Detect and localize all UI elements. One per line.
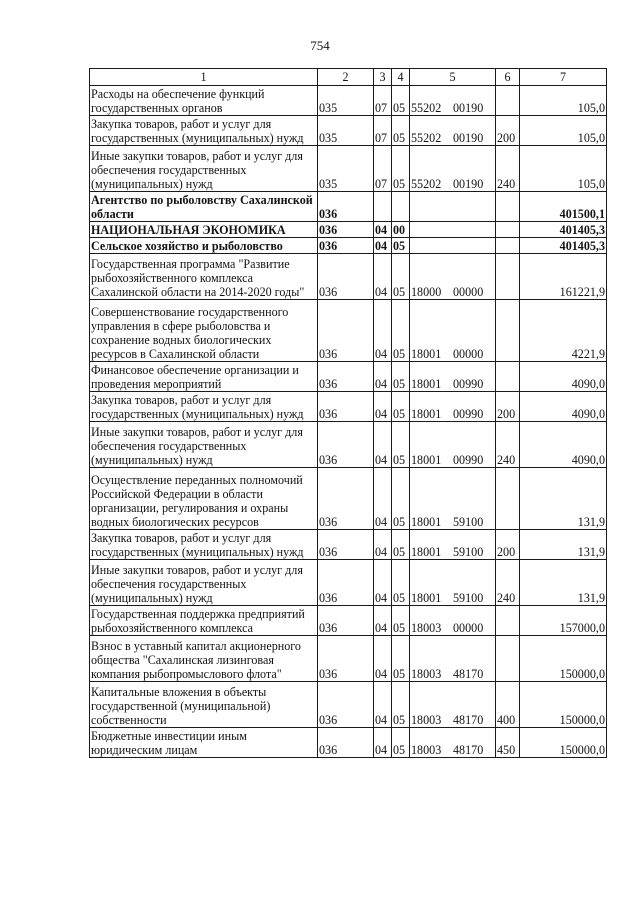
direction-code: 00990 [453,377,484,391]
table-row [90,422,607,468]
row-name: Закупка товаров, работ и услуг для государственных (муниципальных) нужд [90,116,318,146]
subsection-code: 05 [392,116,410,146]
table-row [90,606,607,636]
ministry-code: 036 [318,362,374,392]
section-code: 04 [374,560,392,606]
ministry-code: 036 [318,422,374,468]
direction-code: 00190 [453,131,484,145]
table-row [90,116,607,146]
ministry-code: 036 [318,636,374,682]
amount: 131,9 [520,560,607,606]
subsection-code: 05 [392,86,410,116]
program-code: 18001 [411,453,442,467]
table-row [90,392,607,422]
ministry-code: 036 [318,192,374,222]
table-row [90,238,607,254]
expense-type-code [496,192,520,222]
table-row [90,468,607,530]
subsection-code: 00 [392,222,410,238]
ministry-code: 036 [318,682,374,728]
expense-type-code: 200 [496,116,520,146]
amount: 105,0 [520,116,607,146]
column-header: 5 [410,69,496,86]
amount: 401405,3 [520,238,607,254]
ministry-code: 036 [318,238,374,254]
program-code: 18000 [411,285,442,299]
program-code: 55202 [411,177,442,191]
section-code: 04 [374,238,392,254]
ministry-code: 036 [318,300,374,362]
row-name: Финансовое обеспечение организации и проведения мероприятий [90,362,318,392]
subsection-code: 05 [392,254,410,300]
row-name: Государственная поддержка предприятий рыбохозяйственного комплекса [90,606,318,636]
target-article [410,192,496,222]
table-body [90,86,607,758]
expense-type-code [496,300,520,362]
direction-code: 59100 [453,515,484,529]
section-code: 04 [374,530,392,560]
section-code: 04 [374,362,392,392]
target-article [410,300,496,362]
amount: 4090,0 [520,362,607,392]
section-code: 04 [374,606,392,636]
program-code: 18003 [411,621,442,635]
row-name: Сельское хозяйство и рыболовство [90,238,318,254]
row-name: Осуществление переданных полномочий Российской Федерации в области организации, регулирования и охраны водных биологических ресурсов [90,468,318,530]
section-code: 07 [374,146,392,192]
column-header: 1 [90,69,318,86]
subsection-code: 05 [392,682,410,728]
target-article [410,86,496,116]
subsection-code: 05 [392,728,410,758]
section-code: 04 [374,636,392,682]
column-header: 3 [374,69,392,86]
row-name: Закупка товаров, работ и услуг для государственных (муниципальных) нужд [90,530,318,560]
target-article [410,392,496,422]
table-row [90,560,607,606]
amount: 131,9 [520,530,607,560]
budget-table [89,68,607,758]
direction-code: 48170 [453,743,484,757]
table-row [90,636,607,682]
direction-code: 48170 [453,713,484,727]
table-row [90,530,607,560]
program-code: 18001 [411,545,442,559]
amount: 131,9 [520,468,607,530]
program-code: 18001 [411,407,442,421]
subsection-code: 05 [392,392,410,422]
subsection-code: 05 [392,530,410,560]
subsection-code [392,192,410,222]
amount: 105,0 [520,146,607,192]
ministry-code: 035 [318,146,374,192]
target-article [410,560,496,606]
ministry-code: 036 [318,392,374,422]
subsection-code: 05 [392,606,410,636]
table-row [90,362,607,392]
section-code: 04 [374,300,392,362]
target-article [410,636,496,682]
subsection-code: 05 [392,238,410,254]
table-row [90,682,607,728]
table-row [90,146,607,192]
table-row [90,192,607,222]
expense-type-code: 400 [496,682,520,728]
ministry-code: 036 [318,254,374,300]
section-code: 04 [374,392,392,422]
amount: 161221,9 [520,254,607,300]
section-code: 07 [374,116,392,146]
section-code: 07 [374,86,392,116]
direction-code: 00990 [453,407,484,421]
amount: 401500,1 [520,192,607,222]
section-code: 04 [374,728,392,758]
expense-type-code [496,238,520,254]
subsection-code: 05 [392,146,410,192]
header-row [90,69,607,86]
expense-type-code [496,362,520,392]
row-name: НАЦИОНАЛЬНАЯ ЭКОНОМИКА [90,222,318,238]
column-header: 7 [520,69,607,86]
direction-code: 00000 [453,285,484,299]
program-code: 18001 [411,591,442,605]
amount: 150000,0 [520,636,607,682]
ministry-code: 036 [318,560,374,606]
program-code: 18001 [411,515,442,529]
direction-code: 59100 [453,591,484,605]
expense-type-code: 200 [496,530,520,560]
amount: 4090,0 [520,422,607,468]
expense-type-code [496,222,520,238]
target-article [410,254,496,300]
target-article [410,238,496,254]
amount: 150000,0 [520,728,607,758]
program-code: 55202 [411,131,442,145]
subsection-code: 05 [392,300,410,362]
row-name: Иные закупки товаров, работ и услуг для обеспечения государственных (муниципальных) нужд [90,146,318,192]
subsection-code: 05 [392,362,410,392]
target-article [410,222,496,238]
program-code: 18001 [411,347,442,361]
section-code: 04 [374,422,392,468]
row-name: Закупка товаров, работ и услуг для государственных (муниципальных) нужд [90,392,318,422]
table-row [90,300,607,362]
expense-type-code: 240 [496,146,520,192]
program-code: 55202 [411,101,442,115]
target-article [410,116,496,146]
target-article [410,422,496,468]
amount: 157000,0 [520,606,607,636]
section-code: 04 [374,222,392,238]
row-name: Взнос в уставный капитал акционерного общества "Сахалинская лизинговая компания рыбопромыслового флота" [90,636,318,682]
table-row [90,222,607,238]
row-name: Агентство по рыболовству Сахалинской области [90,192,318,222]
ministry-code: 036 [318,468,374,530]
amount: 4221,9 [520,300,607,362]
section-code: 04 [374,254,392,300]
expense-type-code: 200 [496,392,520,422]
direction-code: 59100 [453,545,484,559]
amount: 150000,0 [520,682,607,728]
row-name: Иные закупки товаров, работ и услуг для обеспечения государственных (муниципальных) нужд [90,422,318,468]
target-article [410,728,496,758]
direction-code: 00990 [453,453,484,467]
ministry-code: 035 [318,86,374,116]
target-article [410,606,496,636]
target-article [410,682,496,728]
row-name: Расходы на обеспечение функций государственных органов [90,86,318,116]
ministry-code: 035 [318,116,374,146]
column-header: 6 [496,69,520,86]
row-name: Государственная программа "Развитие рыбохозяйственного комплекса Сахалинской области на 2014-2020 годы" [90,254,318,300]
section-code: 04 [374,468,392,530]
section-code [374,192,392,222]
expense-type-code: 240 [496,422,520,468]
column-header: 4 [392,69,410,86]
section-code: 04 [374,682,392,728]
program-code: 18001 [411,377,442,391]
table-row [90,728,607,758]
direction-code: 00000 [453,621,484,635]
column-header: 2 [318,69,374,86]
ministry-code: 036 [318,530,374,560]
row-name: Бюджетные инвестиции иным юридическим лицам [90,728,318,758]
target-article [410,468,496,530]
direction-code: 48170 [453,667,484,681]
row-name: Иные закупки товаров, работ и услуг для обеспечения государственных (муниципальных) нужд [90,560,318,606]
expense-type-code: 240 [496,560,520,606]
row-name: Совершенствование государственного управления в сфере рыболовства и сохранение водных биологических ресурсов в Сахалинской области [90,300,318,362]
ministry-code: 036 [318,222,374,238]
expense-type-code [496,606,520,636]
expense-type-code [496,636,520,682]
expense-type-code [496,86,520,116]
direction-code: 00190 [453,177,484,191]
page-number: 754 [310,38,330,53]
ministry-code: 036 [318,606,374,636]
amount: 105,0 [520,86,607,116]
subsection-code: 05 [392,560,410,606]
program-code: 18003 [411,667,442,681]
table-row [90,254,607,300]
target-article [410,530,496,560]
direction-code: 00190 [453,101,484,115]
target-article [410,146,496,192]
ministry-code: 036 [318,728,374,758]
direction-code: 00000 [453,347,484,361]
subsection-code: 05 [392,422,410,468]
amount: 4090,0 [520,392,607,422]
subsection-code: 05 [392,468,410,530]
table-row [90,86,607,116]
program-code: 18003 [411,713,442,727]
amount: 401405,3 [520,222,607,238]
expense-type-code [496,468,520,530]
target-article [410,362,496,392]
row-name: Капитальные вложения в объекты государственной (муниципальной) собственности [90,682,318,728]
expense-type-code: 450 [496,728,520,758]
expense-type-code [496,254,520,300]
subsection-code: 05 [392,636,410,682]
program-code: 18003 [411,743,442,757]
